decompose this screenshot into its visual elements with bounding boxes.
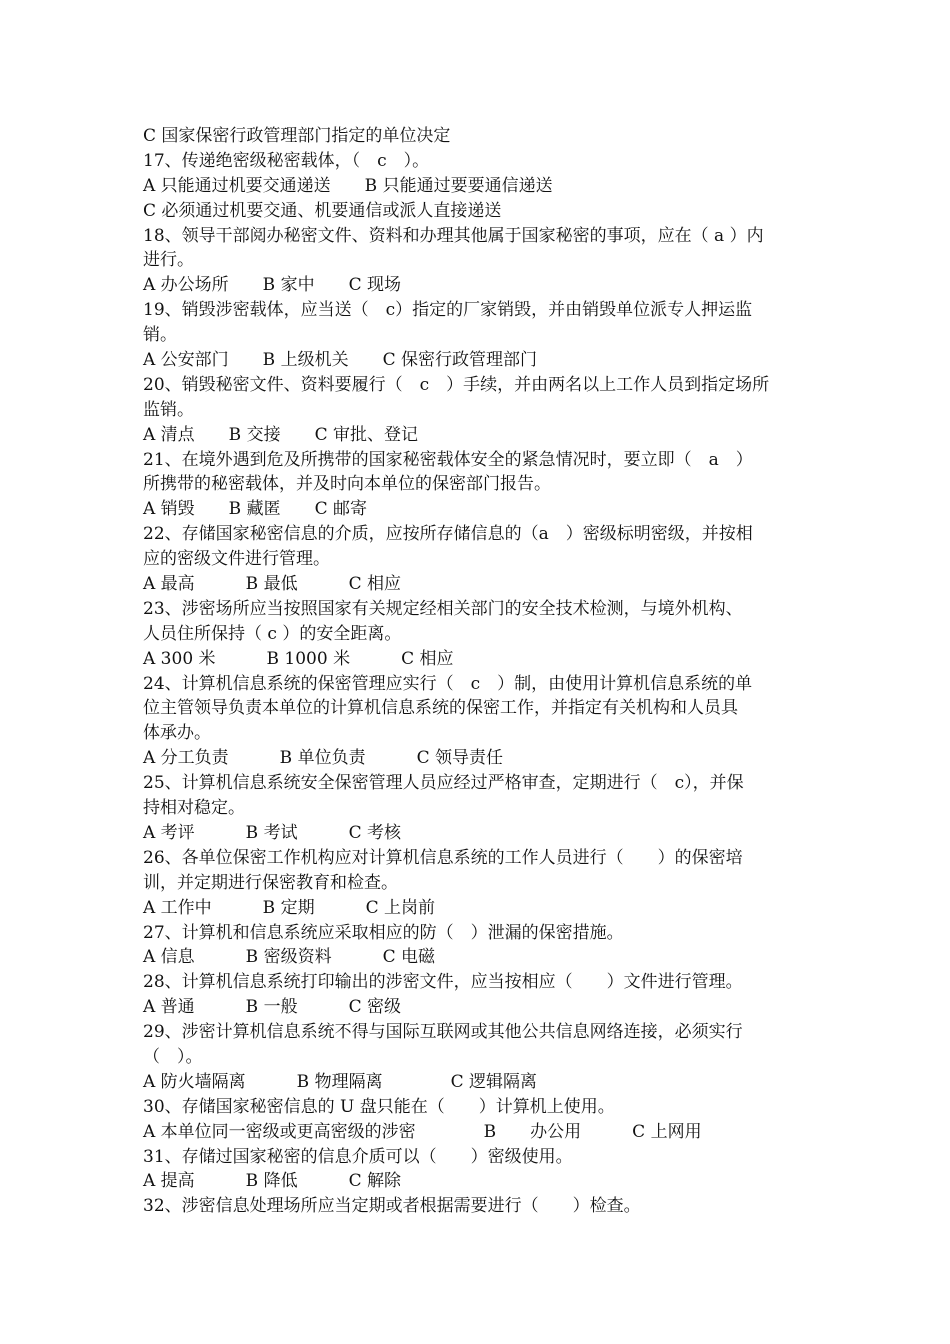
question-line: 27、计算机和信息系统应采取相应的防（ ）泄漏的保密措施。	[143, 922, 624, 943]
text-line: 所携带的秘密载体，并及时向本单位的保密部门报告。	[143, 474, 551, 495]
text-line: （ ）。	[143, 1046, 203, 1067]
answer-options-line: C 国家保密行政管理部门指定的单位决定	[143, 126, 451, 146]
question-line: 25、计算机信息系统安全保密管理人员应经过严格审查，定期进行（ c），并保	[143, 773, 744, 794]
question-line: 21、在境外遇到危及所携带的国家秘密载体安全的紧急情况时，要立即（ a ）	[143, 449, 753, 470]
text-line: 销。	[143, 325, 177, 346]
answer-options-line: A 普通 B 一般 C 密级	[143, 997, 401, 1018]
question-line: 22、存储国家秘密信息的介质，应按所存储信息的（a ）密级标明密级，并按相	[143, 524, 753, 545]
question-line: 19、销毁涉密载体，应当送（ c）指定的厂家销毁，并由销毁单位派专人押运监	[143, 300, 753, 321]
answer-options-line: A 销毁 B 藏匿 C 邮寄	[143, 499, 367, 520]
answer-options-line: A 信息 B 密级资料 C 电磁	[143, 947, 435, 968]
answer-options-line: A 考评 B 考试 C 考核	[143, 822, 401, 843]
question-line: 20、销毁秘密文件、资料要履行（ c ）手续，并由两名以上工作人员到指定场所	[143, 374, 770, 395]
answer-options-line: A 公安部门 B 上级机关 C 保密行政管理部门	[143, 350, 537, 371]
answer-options-line: A 提高 B 降低 C 解除	[143, 1171, 401, 1192]
question-line: 32、涉密信息处理场所应当定期或者根据需要进行（ ）检查。	[143, 1196, 641, 1217]
text-line: 人员住所保持（ c ）的安全距离。	[143, 623, 402, 644]
text-line: 位主管领导负责本单位的计算机信息系统的保密工作，并指定有关机构和人员具	[143, 698, 738, 719]
question-line: 26、各单位保密工作机构应对计算机信息系统的工作人员进行（ ）的保密培	[143, 847, 743, 868]
answer-options-line: A 工作中 B 定期 C 上岗前	[143, 897, 435, 918]
question-line: 17、传递绝密级秘密载体，（ c ）。	[143, 150, 430, 171]
text-line: 持相对稳定。	[143, 798, 245, 819]
text-line: 进行。	[143, 250, 194, 271]
text-line: 训，并定期进行保密教育和检查。	[143, 872, 398, 893]
text-line: 监销。	[143, 399, 194, 420]
answer-options-line: C 必须通过机要交通、机要通信或派人直接递送	[143, 200, 502, 221]
question-line: 31、存储过国家秘密的信息介质可以（ ）密级使用。	[143, 1146, 573, 1167]
answer-options-line: A 本单位同一密级或更高密级的涉密 B 办公用 C 上网用	[143, 1121, 702, 1142]
answer-options-line: A 分工负责 B 单位负责 C 领导责任	[143, 748, 503, 769]
answer-options-line: A 办公场所 B 家中 C 现场	[143, 275, 401, 296]
question-line: 18、领导干部阅办秘密文件、资料和办理其他属于国家秘密的事项，应在（ a ）内	[143, 225, 764, 246]
text-line: 应的密级文件进行管理。	[143, 549, 330, 570]
answer-options-line: A 防火墙隔离 B 物理隔离 C 逻辑隔离	[143, 1071, 537, 1092]
answer-options-line: A 300 米 B 1000 米 C 相应	[143, 648, 454, 669]
answer-options-line: A 清点 B 交接 C 审批、登记	[143, 424, 418, 445]
question-line: 29、涉密计算机信息系统不得与国际互联网或其他公共信息网络连接，必须实行	[143, 1022, 743, 1043]
question-line: 23、涉密场所应当按照国家有关规定经相关部门的安全技术检测，与境外机构、	[143, 598, 743, 619]
question-line: 28、计算机信息系统打印输出的涉密文件，应当按相应（ ）文件进行管理。	[143, 972, 743, 993]
document-body	[143, 124, 811, 1219]
answer-options-line: A 最高 B 最低 C 相应	[143, 574, 401, 595]
question-line: 30、存储国家秘密信息的 U 盘只能在（ ）计算机上使用。	[143, 1096, 615, 1117]
question-line: 24、计算机信息系统的保密管理应实行（ c ）制，由使用计算机信息系统的单	[143, 673, 753, 694]
answer-options-line: A 只能通过机要交通递送 B 只能通过要要通信递送	[143, 175, 553, 196]
text-line: 体承办。	[143, 723, 211, 744]
